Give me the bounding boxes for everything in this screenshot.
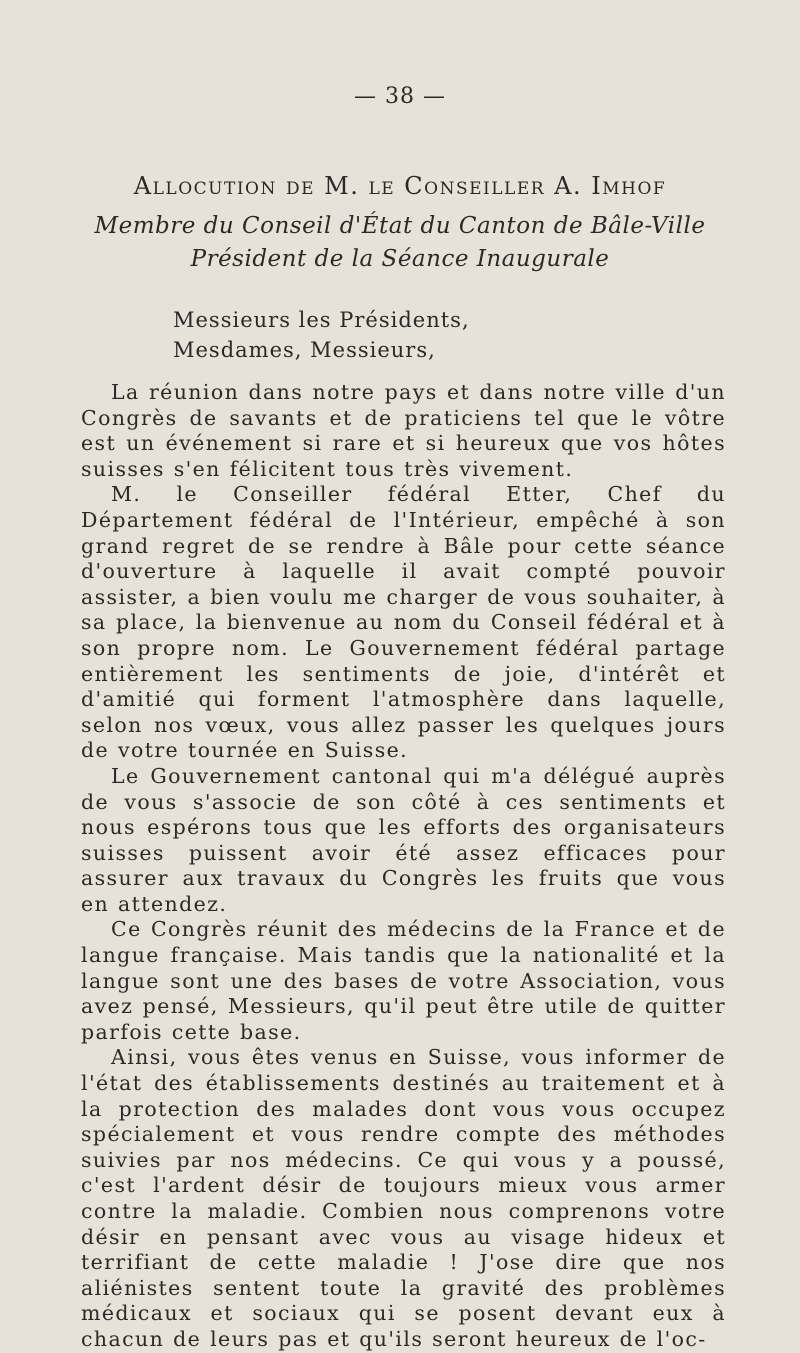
subtitle-line-1: Membre du Conseil d'État du Canton de Bâle-Ville <box>94 213 706 239</box>
paragraph-3: Le Gouvernement cantonal qui m'a délégué auprès de vous s'associe de son côté à ces sentiments et nous espérons tous que les efforts des organisateurs suisses puissent avoir été assez efficaces pour assurer aux travaux du Congrès les fruits que vous en attendez. <box>81 763 726 916</box>
paragraph-5: Ainsi, vous êtes venus en Suisse, vous informer de l'état des établissements destinés au traitement et à la protection des malades dont vous vous occupez spécialement et vous rendre compte des méthodes suivies par nos médecins. Ce qui vous y a poussé, c'est l'ardent désir de toujours mieux vous armer contre la maladie. Combien nous comprenons votre désir en pensant avec vous au visage hideux et terrifiant de cette maladie ! J'ose dire que nos aliénistes sentent toute la gravité des problèmes médicaux et sociaux qui se posent devant eux à chacun de leurs pas et qu'ils seront heureux de l'oc- <box>81 1045 726 1351</box>
document-title: Allocution de M. le Conseiller A. Imhof <box>133 172 667 200</box>
paragraph-4: Ce Congrès réunit des médecins de la France et de langue française. Mais tandis que la nationalité et la langue sont une des bases de votre Association, vous avez pensé, Messieurs, qu'il peut être utile de quitter parfois cette base. <box>81 917 726 1044</box>
page-number: — 38 — <box>354 84 446 109</box>
paragraph-2: M. le Conseiller fédéral Etter, Chef du Département fédéral de l'Intérieur, empêché à son grand regret de se rendre à Bâle pour cette séance d'ouverture à laquelle il avait compté pouvoir assister, a bien voulu me charger de vous souhaiter, à sa place, la bienvenue au nom du Conseil fédéral et à son propre nom. Le Gouvernement fédéral partage entièrement les sentiments de joie, d'intérêt et d'amitié qui forment l'atmosphère dans laquelle, selon nos vœux, vous allez passer les quelques jours de votre tournée en Suisse. <box>81 482 726 763</box>
salutation-line-2: Mesdames, Messieurs, <box>173 338 436 362</box>
paragraph-1: La réunion dans notre pays et dans notre ville d'un Congrès de savants et de praticiens tel que le vôtre est un événement si rare et si heureux que vos hôtes suisses s'en félicitent tous très vivement. <box>81 380 726 481</box>
subtitle-line-2: Président de la Séance Inaugurale <box>190 246 610 272</box>
body-text <box>81 380 726 1353</box>
salutation-line-1: Messieurs les Présidents, <box>173 308 470 332</box>
